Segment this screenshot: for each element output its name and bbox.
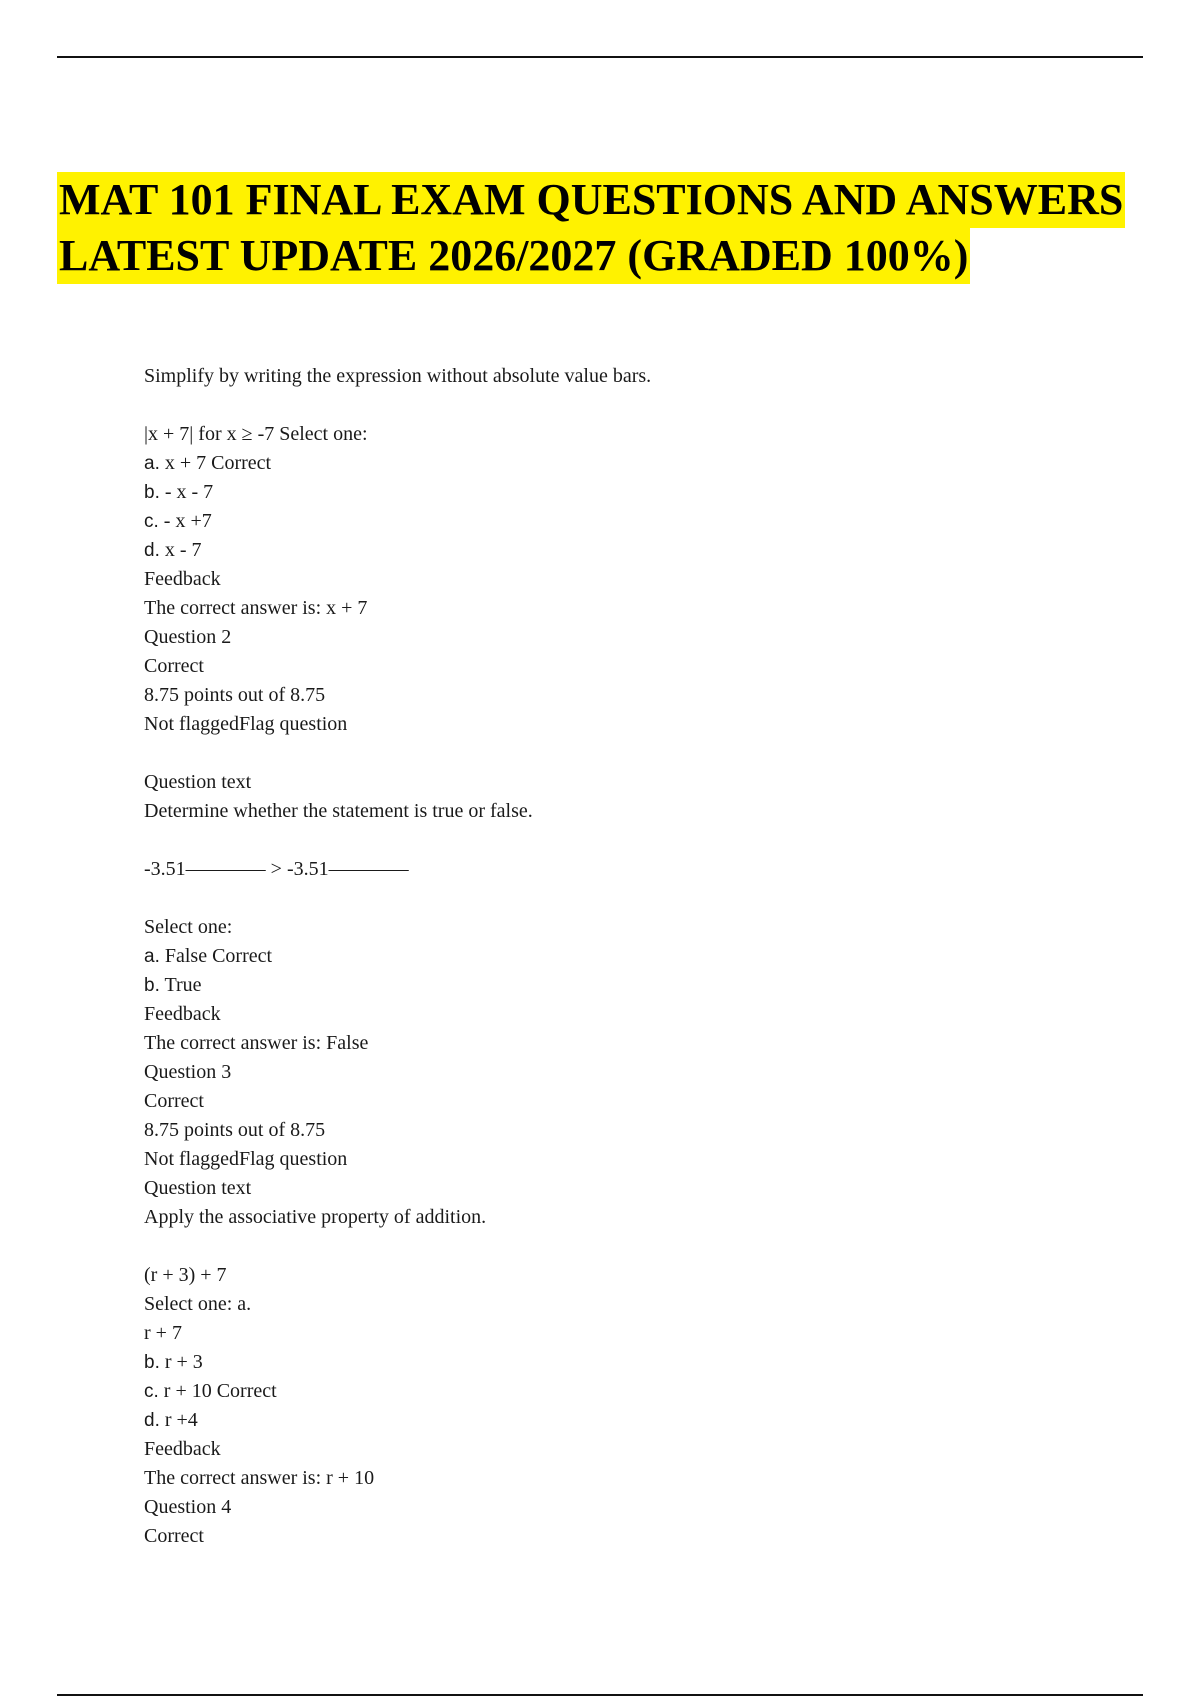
text-line: Feedback <box>144 1003 221 1025</box>
text-line: 8.75 points out of 8.75 <box>144 1119 326 1141</box>
option-text: - x +7 <box>158 510 212 532</box>
text-line: Question text <box>144 771 252 793</box>
text-line: Correct <box>144 1090 204 1112</box>
answer-option <box>144 1406 1104 1435</box>
blank-line <box>144 1232 1104 1261</box>
option-letter: b. <box>144 482 160 503</box>
document-body <box>144 362 1104 1551</box>
blank-line <box>144 391 1104 420</box>
answer-option <box>144 449 1104 478</box>
option-text: True <box>159 974 202 996</box>
text-line: Feedback <box>144 1438 221 1460</box>
text-line: Question 4 <box>144 1496 232 1518</box>
option-letter: d. <box>144 540 160 561</box>
option-letter: c. <box>144 1381 159 1402</box>
text-line: Correct <box>144 655 204 677</box>
text-line: Question 2 <box>144 626 232 648</box>
title-line-2: LATEST UPDATE 2026/2027 (GRADED 100%) <box>57 228 970 284</box>
text-line: |x + 7| for x ≥ -7 Select one: <box>144 423 368 445</box>
option-text: False Correct <box>159 945 273 967</box>
text-line: Feedback <box>144 568 221 590</box>
option-text: r +4 <box>159 1409 198 1431</box>
top-rule <box>57 56 1143 58</box>
text-line: Apply the associative property of addition. <box>144 1206 487 1228</box>
text-line: The correct answer is: r + 10 <box>144 1467 375 1489</box>
text-line: Correct <box>144 1525 204 1547</box>
option-letter: a. <box>144 453 160 474</box>
text-line: Select one: <box>144 916 233 938</box>
text-line: Simplify by writing the expression without absolute value bars. <box>144 365 652 387</box>
blank-line <box>144 739 1104 768</box>
text-line: Not flaggedFlag question <box>144 713 348 735</box>
text-line: Not flaggedFlag question <box>144 1148 348 1170</box>
option-text: x + 7 Correct <box>159 452 272 474</box>
text-line: 8.75 points out of 8.75 <box>144 684 326 706</box>
blank-line <box>144 884 1104 913</box>
answer-option <box>144 942 1104 971</box>
bottom-rule <box>57 1694 1143 1696</box>
text-line: (r + 3) + 7 <box>144 1264 227 1286</box>
text-line: Question text <box>144 1177 252 1199</box>
option-text: r + 10 Correct <box>158 1380 277 1402</box>
answer-option <box>144 507 1104 536</box>
text-line: Select one: a. <box>144 1293 252 1315</box>
option-text: r + 3 <box>159 1351 203 1373</box>
answer-option <box>144 1377 1104 1406</box>
text-line: Determine whether the statement is true or false. <box>144 800 533 822</box>
option-letter: d. <box>144 1410 160 1431</box>
answer-option <box>144 478 1104 507</box>
blank-line <box>144 826 1104 855</box>
text-line: r + 7 <box>144 1322 182 1344</box>
option-text: x - 7 <box>159 539 202 561</box>
option-letter: b. <box>144 975 160 996</box>
text-line: The correct answer is: False <box>144 1032 369 1054</box>
answer-option <box>144 971 1104 1000</box>
answer-option <box>144 1348 1104 1377</box>
option-letter: c. <box>144 511 159 532</box>
option-letter: a. <box>144 946 160 967</box>
option-letter: b. <box>144 1352 160 1373</box>
text-line: Question 3 <box>144 1061 232 1083</box>
text-line: The correct answer is: x + 7 <box>144 597 368 619</box>
document-title <box>57 172 1177 284</box>
answer-option <box>144 536 1104 565</box>
option-text: - x - 7 <box>159 481 214 503</box>
title-line-1: MAT 101 FINAL EXAM QUESTIONS AND ANSWERS <box>57 172 1125 228</box>
text-line: -3.51———— > -3.51———— <box>144 858 409 880</box>
